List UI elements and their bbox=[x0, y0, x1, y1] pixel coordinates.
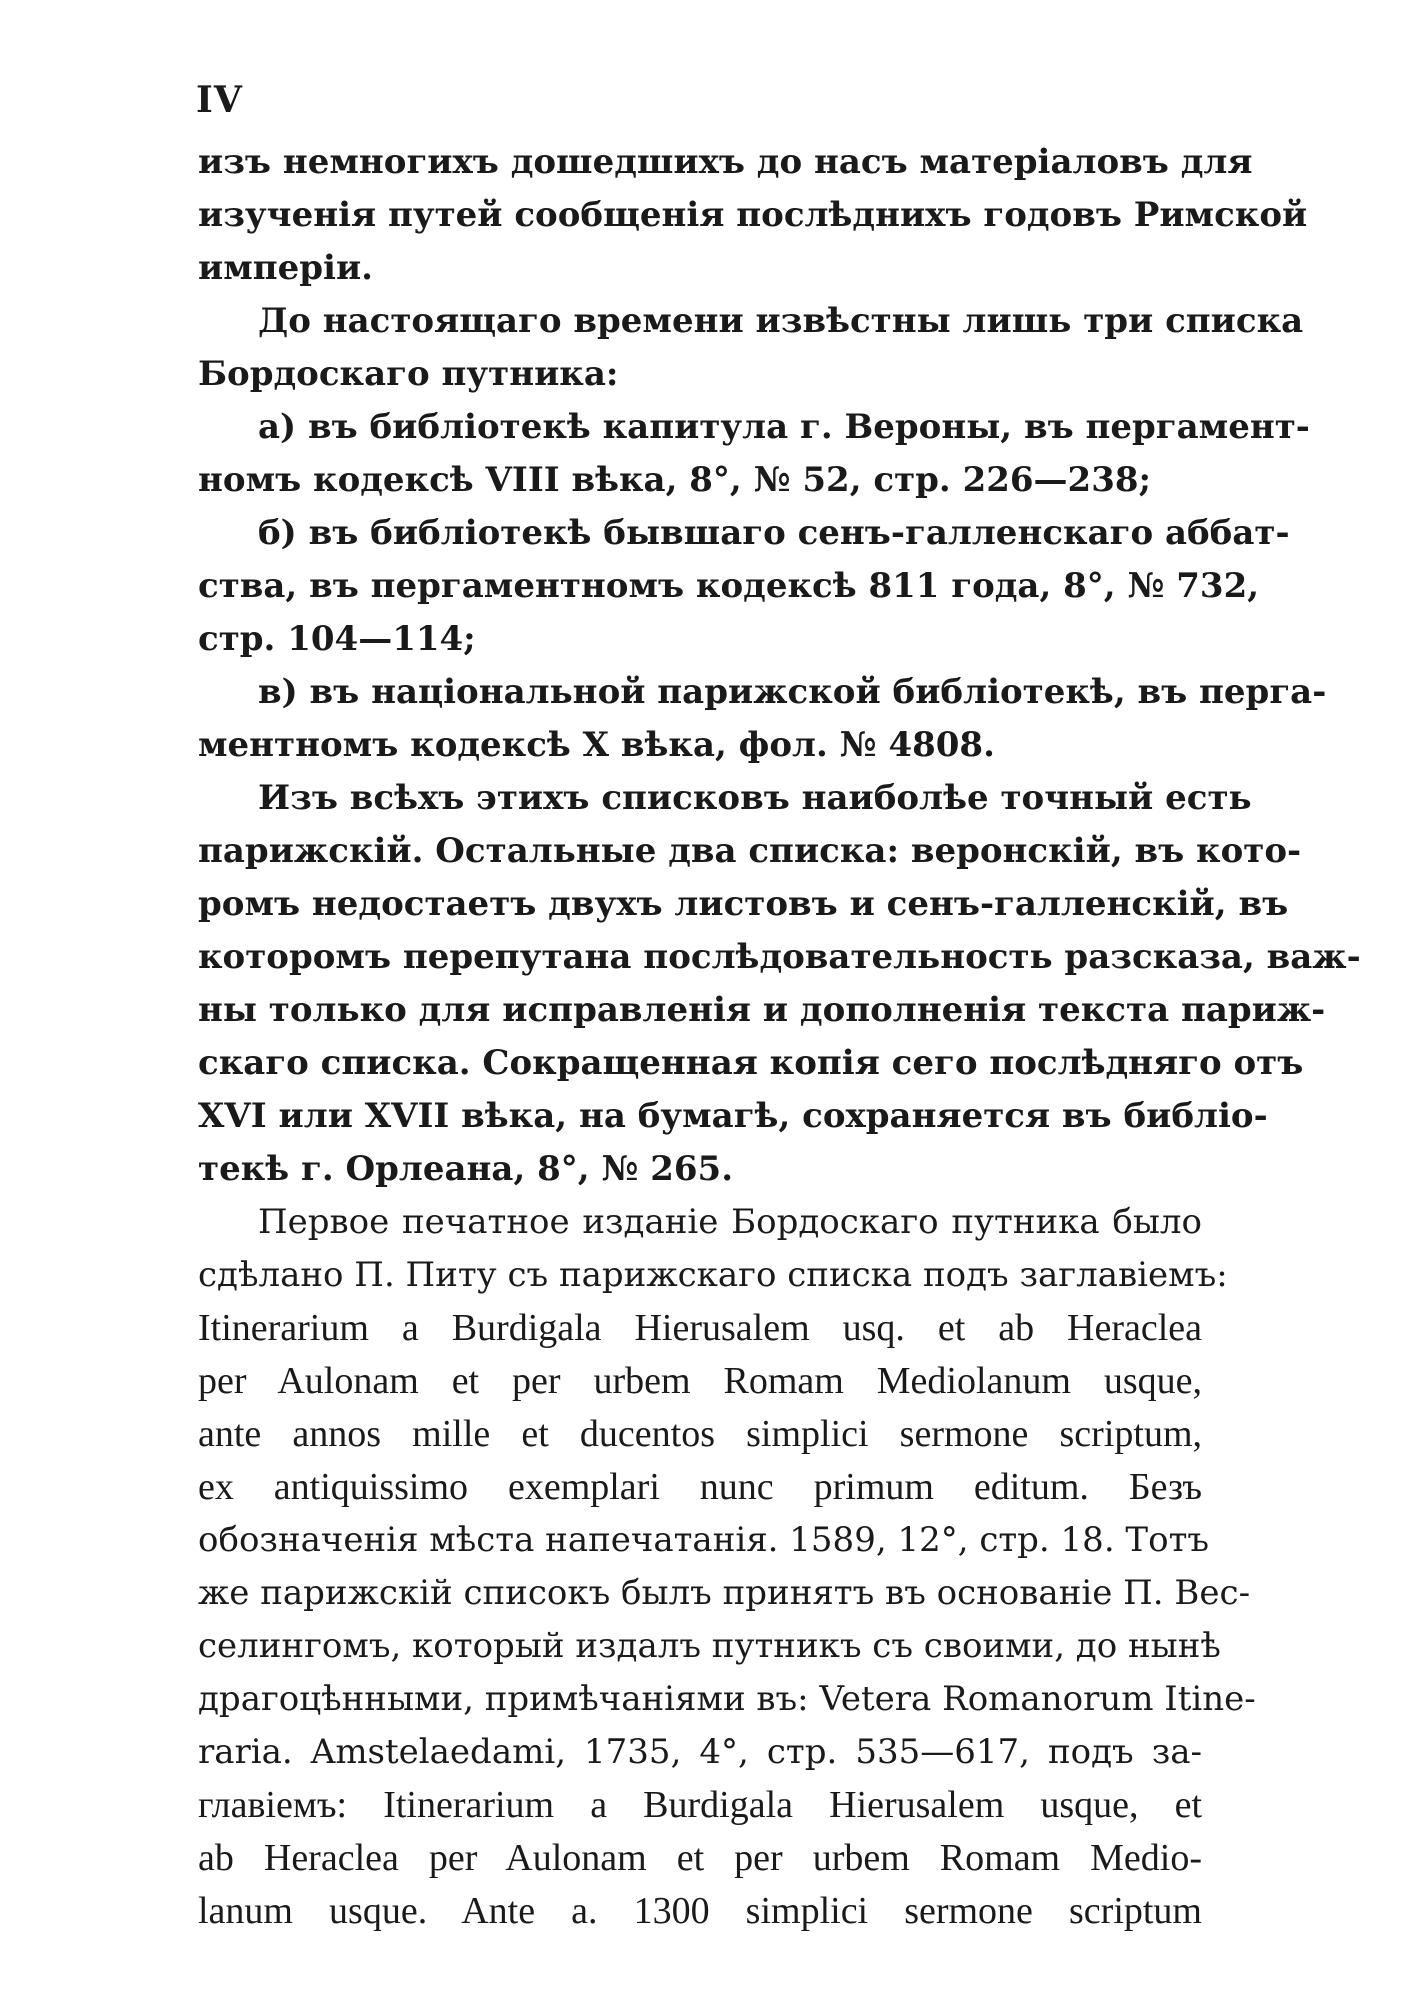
body-text bbox=[198, 136, 1361, 1938]
text-line: а) въ библіотекѣ капитула г. Вероны, въ пергамент- bbox=[258, 407, 1310, 447]
paragraph bbox=[198, 772, 1361, 1196]
text-line: в) въ національной парижской библіотекѣ, въ перга- bbox=[258, 672, 1327, 712]
text-line: XVI или XVII вѣка, на бумагѣ, сохраняется въ библіо- bbox=[198, 1096, 1268, 1136]
text-line: селингомъ, который издалъ путникъ съ своими, до нынѣ bbox=[198, 1626, 1221, 1666]
text-line: До настоящаго времени извѣстны лишь три списка bbox=[258, 301, 1304, 341]
text-line: ante annos mille et ducentos simplici sermone scriptum, bbox=[198, 1413, 1202, 1455]
text-line: главіемъ: Itinerarium a Burdigala Hierusalem usque, et bbox=[198, 1784, 1202, 1826]
text-line: же парижскій списокъ былъ принятъ въ основаніе П. Вес- bbox=[198, 1573, 1251, 1613]
text-line: имперіи. bbox=[198, 248, 374, 288]
list-item bbox=[198, 507, 1290, 666]
text-line: номъ кодексѣ VIII вѣка, 8°, № 52, стр. 226—238; bbox=[198, 460, 1152, 500]
paragraph bbox=[198, 136, 1308, 295]
text-line: raria. Amstelaedami, 1735, 4°, стр. 535—617, подъ за- bbox=[198, 1732, 1202, 1772]
text-line: ментномъ кодексѣ X вѣка, фол. № 4808. bbox=[198, 725, 995, 765]
text-line: скаго списка. Сокращенная копія сего послѣдняго отъ bbox=[198, 1043, 1304, 1083]
text-line: Изъ всѣхъ этихъ списковъ наиболѣе точный есть bbox=[258, 778, 1252, 818]
text-line: Первое печатное изданіе Бордоскаго путника было bbox=[258, 1202, 1202, 1242]
text-line: per Aulonam et per urbem Romam Mediolanum usque, bbox=[198, 1360, 1202, 1402]
text-line: Бордоскаго путника: bbox=[198, 354, 619, 394]
text-line: текѣ г. Орлеана, 8°, № 265. bbox=[198, 1149, 734, 1189]
text-line: изученія путей сообщенія послѣднихъ годовъ Римской bbox=[198, 195, 1308, 235]
text-line: обозначенія мѣста напечатанія. 1589, 12°, стр. 18. Тотъ bbox=[198, 1520, 1210, 1560]
text-line: ны только для исправленія и дополненія текста париж- bbox=[198, 990, 1326, 1030]
text-line: ex antiquissimo exemplari nunc primum editum. Безъ bbox=[198, 1466, 1202, 1508]
text-line: б) въ библіотекѣ бывшаго сенъ-галленскаго аббат- bbox=[258, 513, 1290, 553]
text-line: lanum usque. Ante a. 1300 simplici sermone scriptum bbox=[198, 1890, 1202, 1932]
text-line: драгоцѣнными, примѣчаніями въ: Vetera Romanorum Itine- bbox=[198, 1679, 1256, 1719]
page-number: IV bbox=[196, 79, 243, 121]
list-item bbox=[198, 666, 1327, 772]
list-item bbox=[198, 401, 1310, 507]
text-line: парижскій. Остальные два списка: веронскій, въ кото- bbox=[198, 831, 1302, 871]
text-line: ромъ недостаетъ двухъ листовъ и сенъ-галленскій, въ bbox=[198, 884, 1289, 924]
paragraph bbox=[198, 1196, 1256, 1938]
text-line: изъ немногихъ дошедшихъ до насъ матеріаловъ для bbox=[198, 142, 1253, 182]
paragraph bbox=[198, 295, 1304, 401]
text-line: ab Heraclea per Aulonam et per urbem Romam Medio- bbox=[198, 1837, 1202, 1879]
text-line: сдѣлано П. Питу съ парижскаго списка подъ заглавіемъ: bbox=[198, 1255, 1228, 1295]
text-line: которомъ перепутана послѣдовательность разсказа, важ- bbox=[198, 937, 1361, 977]
text-line: стр. 104—114; bbox=[198, 619, 476, 659]
text-line: Itinerarium a Burdigala Hierusalem usq. et ab Heraclea bbox=[198, 1307, 1202, 1349]
text-line: ства, въ пергаментномъ кодексѣ 811 года, 8°, № 732, bbox=[198, 566, 1260, 606]
